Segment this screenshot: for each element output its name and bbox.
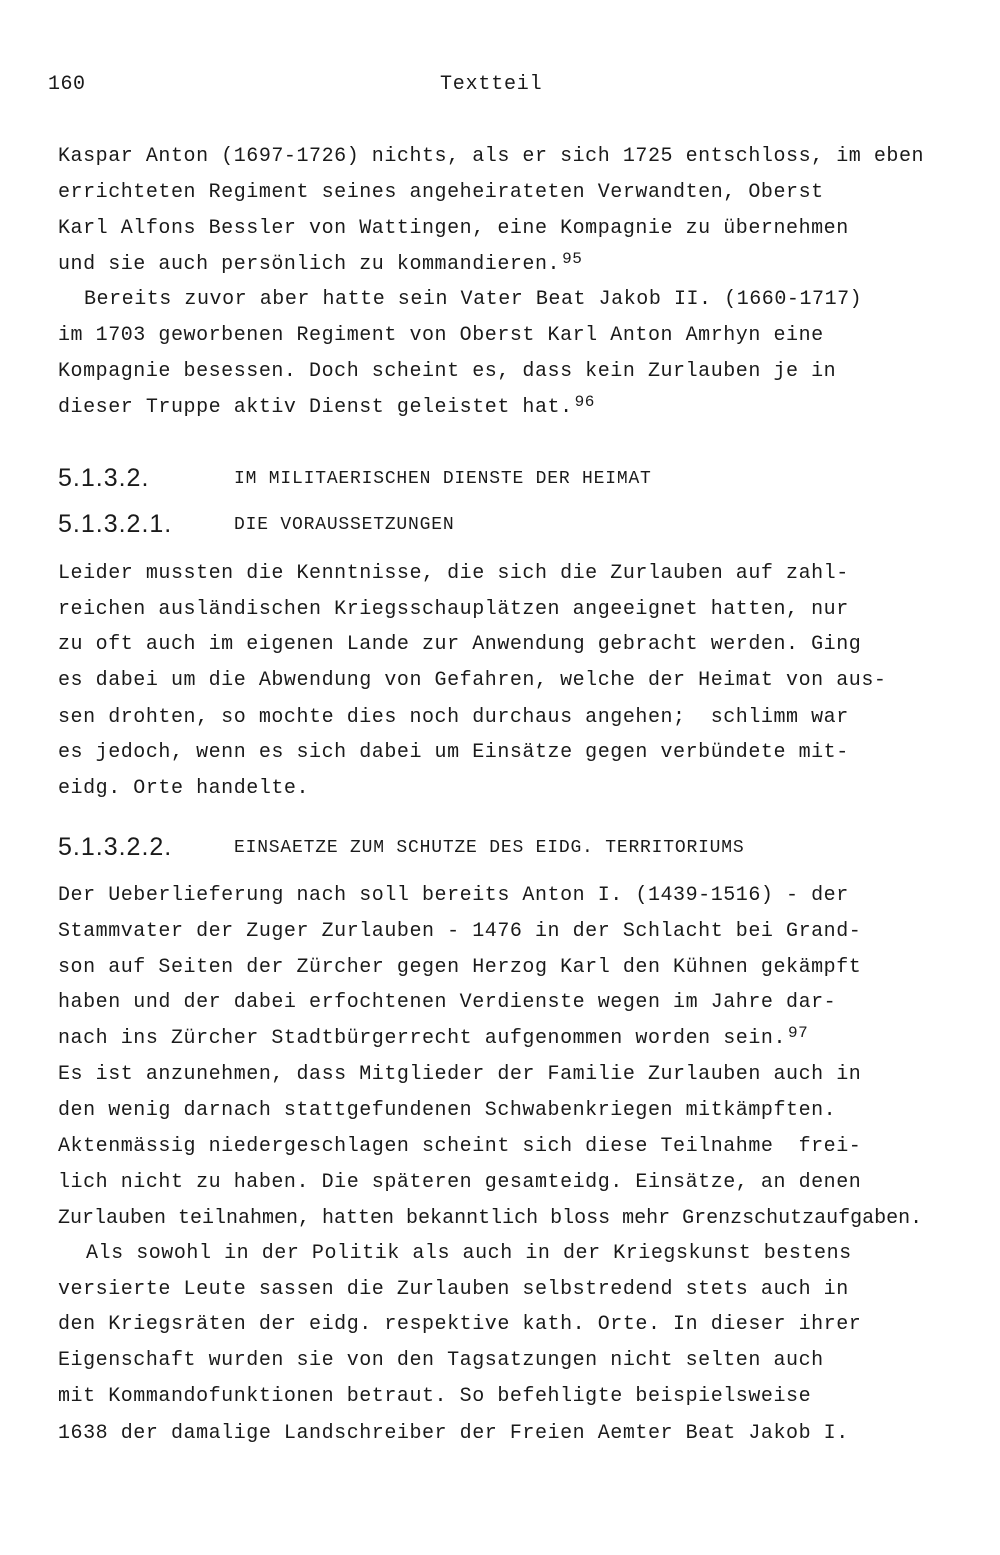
text-line: Kaspar Anton (1697-1726) nichts, als er sich 1725 entschloss, im eben [58, 145, 925, 168]
page-number: 160 [48, 73, 86, 96]
section-number: 5.1.3.2.1. [58, 510, 173, 538]
section-number: 5.1.3.2.2. [58, 833, 173, 861]
text-line: lich nicht zu haben. Die späteren gesamteidg. Einsätze, an denen [58, 1171, 862, 1194]
text-line: es dabei um die Abwendung von Gefahren, welche der Heimat von aus- [58, 669, 887, 692]
text-line: versierte Leute sassen die Zurlauben selbstredend stets auch in [58, 1278, 849, 1301]
text-line: den wenig darnach stattgefundenen Schwabenkriegen mitkämpften. [58, 1099, 837, 1122]
text-line: Es ist anzunehmen, dass Mitglieder der Familie Zurlauben auch in [58, 1063, 862, 1086]
text-line: Leider mussten die Kenntnisse, die sich die Zurlauben auf zahl- [58, 562, 849, 585]
text-line: reichen ausländischen Kriegsschauplätzen angeeignet hatten, nur [58, 598, 849, 621]
text-line: Kompagnie besessen. Doch scheint es, dass kein Zurlauben je in [58, 360, 837, 383]
text-line: Eigenschaft wurden sie von den Tagsatzungen nicht selten auch [58, 1349, 824, 1372]
text-line: Bereits zuvor aber hatte sein Vater Beat Jakob II. (1660-1717) [84, 288, 863, 311]
text-line: es jedoch, wenn es sich dabei um Einsätze gegen verbündete mit- [58, 741, 849, 764]
text-line: 1638 der damalige Landschreiber der Freien Aemter Beat Jakob I. [58, 1422, 849, 1445]
text-line: Der Ueberlieferung nach soll bereits Anton I. (1439-1516) - der [58, 884, 849, 907]
text-line: mit Kommandofunktionen betraut. So befehligte beispielsweise [58, 1385, 812, 1408]
text-line: Stammvater der Zuger Zurlauben - 1476 in der Schlacht bei Grand- [58, 920, 862, 943]
text-line [58, 250, 583, 276]
text-line-content: und sie auch persönlich zu kommandieren. [58, 253, 561, 276]
text-line: haben und der dabei erfochtenen Verdienste wegen im Jahre dar- [58, 991, 837, 1014]
text-line: den Kriegsräten der eidg. respektive kath. Orte. In dieser ihrer [58, 1313, 862, 1336]
text-line-content: nach ins Zürcher Stadtbürgerrecht aufgenommen worden sein. [58, 1027, 787, 1050]
text-line: Karl Alfons Bessler von Wattingen, eine Kompagnie zu übernehmen [58, 217, 849, 240]
section-title: EINSAETZE ZUM SCHUTZE DES EIDG. TERRITORIUMS [234, 838, 745, 858]
footnote-marker: 95 [562, 250, 583, 268]
text-line-content: dieser Truppe aktiv Dienst geleistet hat. [58, 396, 573, 419]
running-title: Textteil [440, 73, 543, 96]
section-title: DIE VORAUSSETZUNGEN [234, 515, 455, 535]
section-number: 5.1.3.2. [58, 464, 150, 492]
text-line [58, 1024, 809, 1050]
text-line: sen drohten, so mochte dies noch durchaus angehen; schlimm war [58, 706, 849, 729]
text-line: eidg. Orte handelte. [58, 777, 310, 800]
text-line: im 1703 geworbenen Regiment von Oberst Karl Anton Amrhyn eine [58, 324, 824, 347]
text-line: son auf Seiten der Zürcher gegen Herzog Karl den Kühnen gekämpft [58, 956, 862, 979]
footnote-marker: 97 [788, 1024, 809, 1042]
text-line: Als sowohl in der Politik als auch in der Kriegskunst bestens [86, 1242, 852, 1265]
footnote-marker: 96 [574, 393, 595, 411]
section-title: IM MILITAERISCHEN DIENSTE DER HEIMAT [234, 469, 652, 489]
text-line: Aktenmässig niedergeschlagen scheint sich diese Teilnahme frei- [58, 1135, 862, 1158]
text-line: zu oft auch im eigenen Lande zur Anwendung gebracht werden. Ging [58, 633, 862, 656]
text-line [58, 393, 595, 419]
text-line: errichteten Regiment seines angeheirateten Verwandten, Oberst [58, 181, 824, 204]
text-line: Zurlauben teilnahmen, hatten bekanntlich bloss mehr Grenzschutzaufgaben. [58, 1207, 923, 1230]
